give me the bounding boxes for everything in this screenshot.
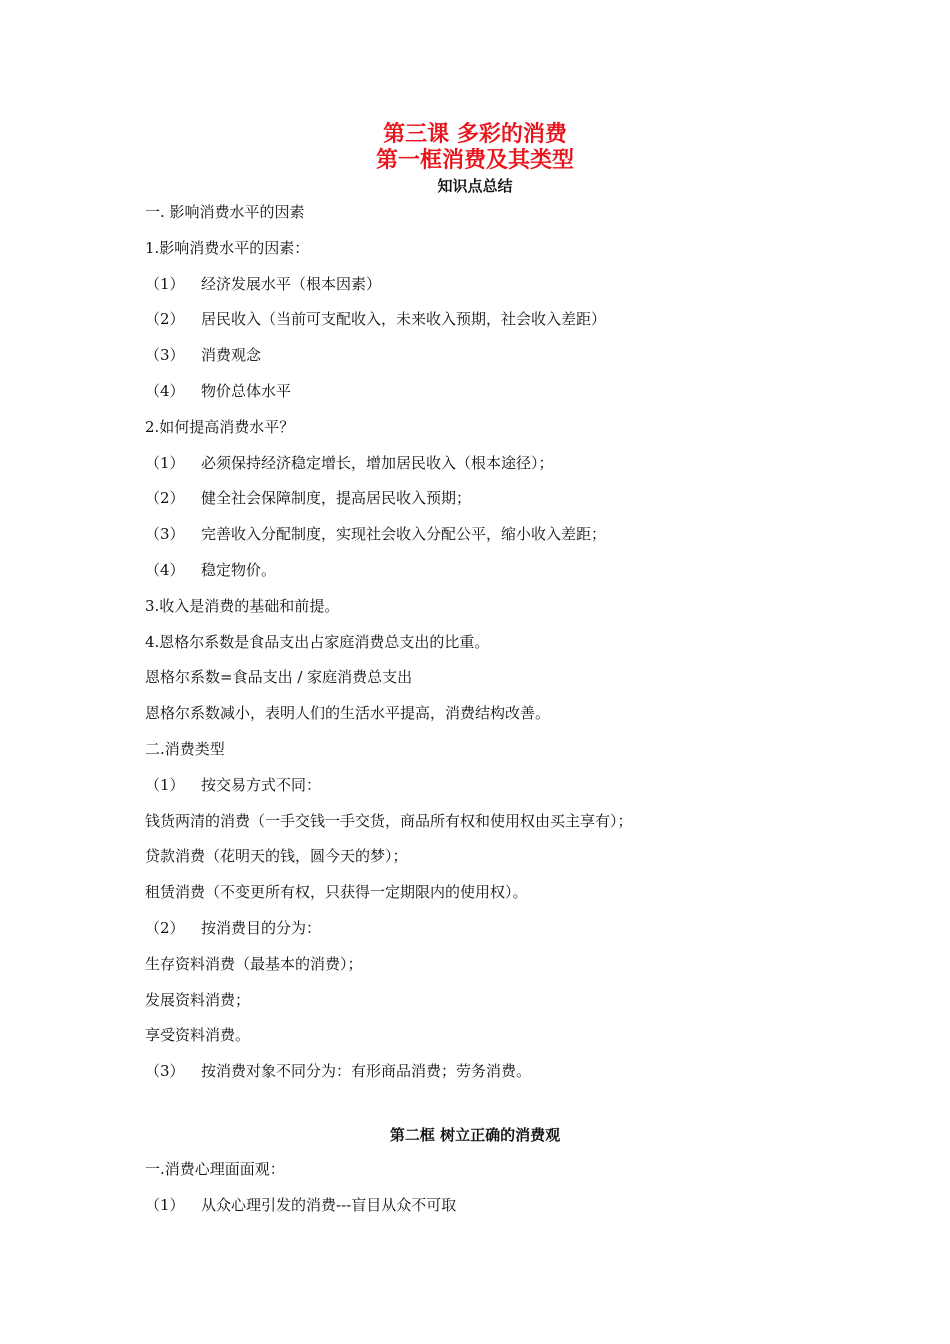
line-text: 发展资料消费；: [145, 990, 251, 1009]
line-text: 恩格尔系数减小，表明人们的生活水平提高，消费结构改善。: [145, 704, 551, 723]
text-line: [145, 811, 633, 831]
line-text: 物价总体水平: [201, 382, 292, 400]
text-line: [145, 882, 528, 902]
text-line: [145, 596, 339, 616]
item-number: （3）: [145, 1062, 185, 1081]
text-line: [145, 990, 250, 1010]
text-line: [145, 703, 550, 723]
line-text: 居民收入（当前可支配收入，未来收入预期，社会收入差距）: [201, 310, 607, 329]
text-line: [145, 846, 408, 866]
line-text: 1.影响消费水平的因素：: [145, 238, 310, 257]
text-line: [145, 775, 321, 795]
item-number: （2）: [145, 489, 185, 508]
section2-title: 第二框 树立正确的消费观: [389, 1126, 561, 1144]
item-number: （3）: [145, 525, 185, 544]
text-line: [145, 667, 412, 687]
text-line: [145, 739, 225, 759]
text-line: [145, 381, 291, 401]
text-line: [145, 560, 276, 580]
item-number: （3）: [145, 346, 185, 365]
summary-heading: 知识点总结: [437, 177, 513, 195]
text-line: [145, 954, 363, 974]
line-text: 2.如何提高消费水平？: [145, 417, 295, 436]
line-text: 按消费目的分为：: [201, 919, 322, 937]
item-number: （1）: [145, 1196, 185, 1214]
line-text: 二.消费类型: [145, 740, 225, 758]
item-number: （4）: [145, 382, 185, 400]
text-line: [145, 309, 606, 329]
line-text: 按消费对象不同分为：有形商品消费；劳务消费。: [201, 1062, 532, 1081]
text-line: [145, 1061, 531, 1081]
frame-title: 第一框消费及其类型: [375, 148, 574, 173]
line-text: 一.消费心理面面观：: [145, 1160, 285, 1178]
line-text: 享受资料消费。: [145, 1026, 251, 1045]
line-text: 租赁消费（不变更所有权，只获得一定期限内的使用权）。: [145, 883, 528, 902]
text-line: [145, 488, 471, 508]
item-number: （2）: [145, 919, 185, 937]
line-text: 一. 影响消费水平的因素: [145, 203, 305, 221]
line-text: 必须保持经济稳定增长，增加居民收入（根本途径）；: [201, 453, 554, 472]
text-line: [145, 202, 305, 222]
line-text: 健全社会保障制度，提高居民收入预期；: [201, 489, 472, 508]
text-line: [145, 918, 321, 938]
text-line: [145, 632, 489, 652]
text-line: [145, 1195, 456, 1215]
line-text: 4.恩格尔系数是食品支出占家庭消费总支出的比重。: [145, 632, 490, 651]
lesson-title: 第三课 多彩的消费: [383, 122, 567, 147]
item-number: （4）: [145, 561, 185, 579]
line-text: 恩格尔系数=食品支出 / 家庭消费总支出: [145, 668, 413, 687]
line-text: 贷款消费（花明天的钱，圆今天的梦）；: [145, 847, 408, 866]
line-text: 按交易方式不同：: [201, 775, 322, 794]
text-line: [145, 345, 261, 365]
text-line: [145, 524, 606, 544]
line-text: 经济发展水平（根本因素）: [201, 274, 382, 293]
line-text: 生存资料消费（最基本的消费）；: [145, 954, 363, 973]
text-line: [145, 453, 554, 473]
line-text: 消费观念: [201, 346, 262, 365]
line-text: 从众心理引发的消费---盲目从众不可取: [201, 1196, 457, 1214]
line-text: 完善收入分配制度，实现社会收入分配公平，缩小收入差距；: [201, 525, 607, 544]
item-number: （1）: [145, 274, 185, 293]
text-line: [145, 1159, 285, 1179]
text-line: [145, 417, 294, 437]
line-text: 钱货两清的消费（一手交钱一手交货，商品所有权和使用权由买主享有）；: [145, 811, 633, 830]
line-text: 3.收入是消费的基础和前提。: [145, 596, 340, 615]
line-text: 稳定物价。: [201, 561, 277, 579]
item-number: （1）: [145, 453, 185, 472]
item-number: （2）: [145, 310, 185, 329]
text-line: [145, 238, 309, 258]
text-line: [145, 274, 381, 294]
item-number: （1）: [145, 775, 185, 794]
text-line: [145, 1025, 250, 1045]
